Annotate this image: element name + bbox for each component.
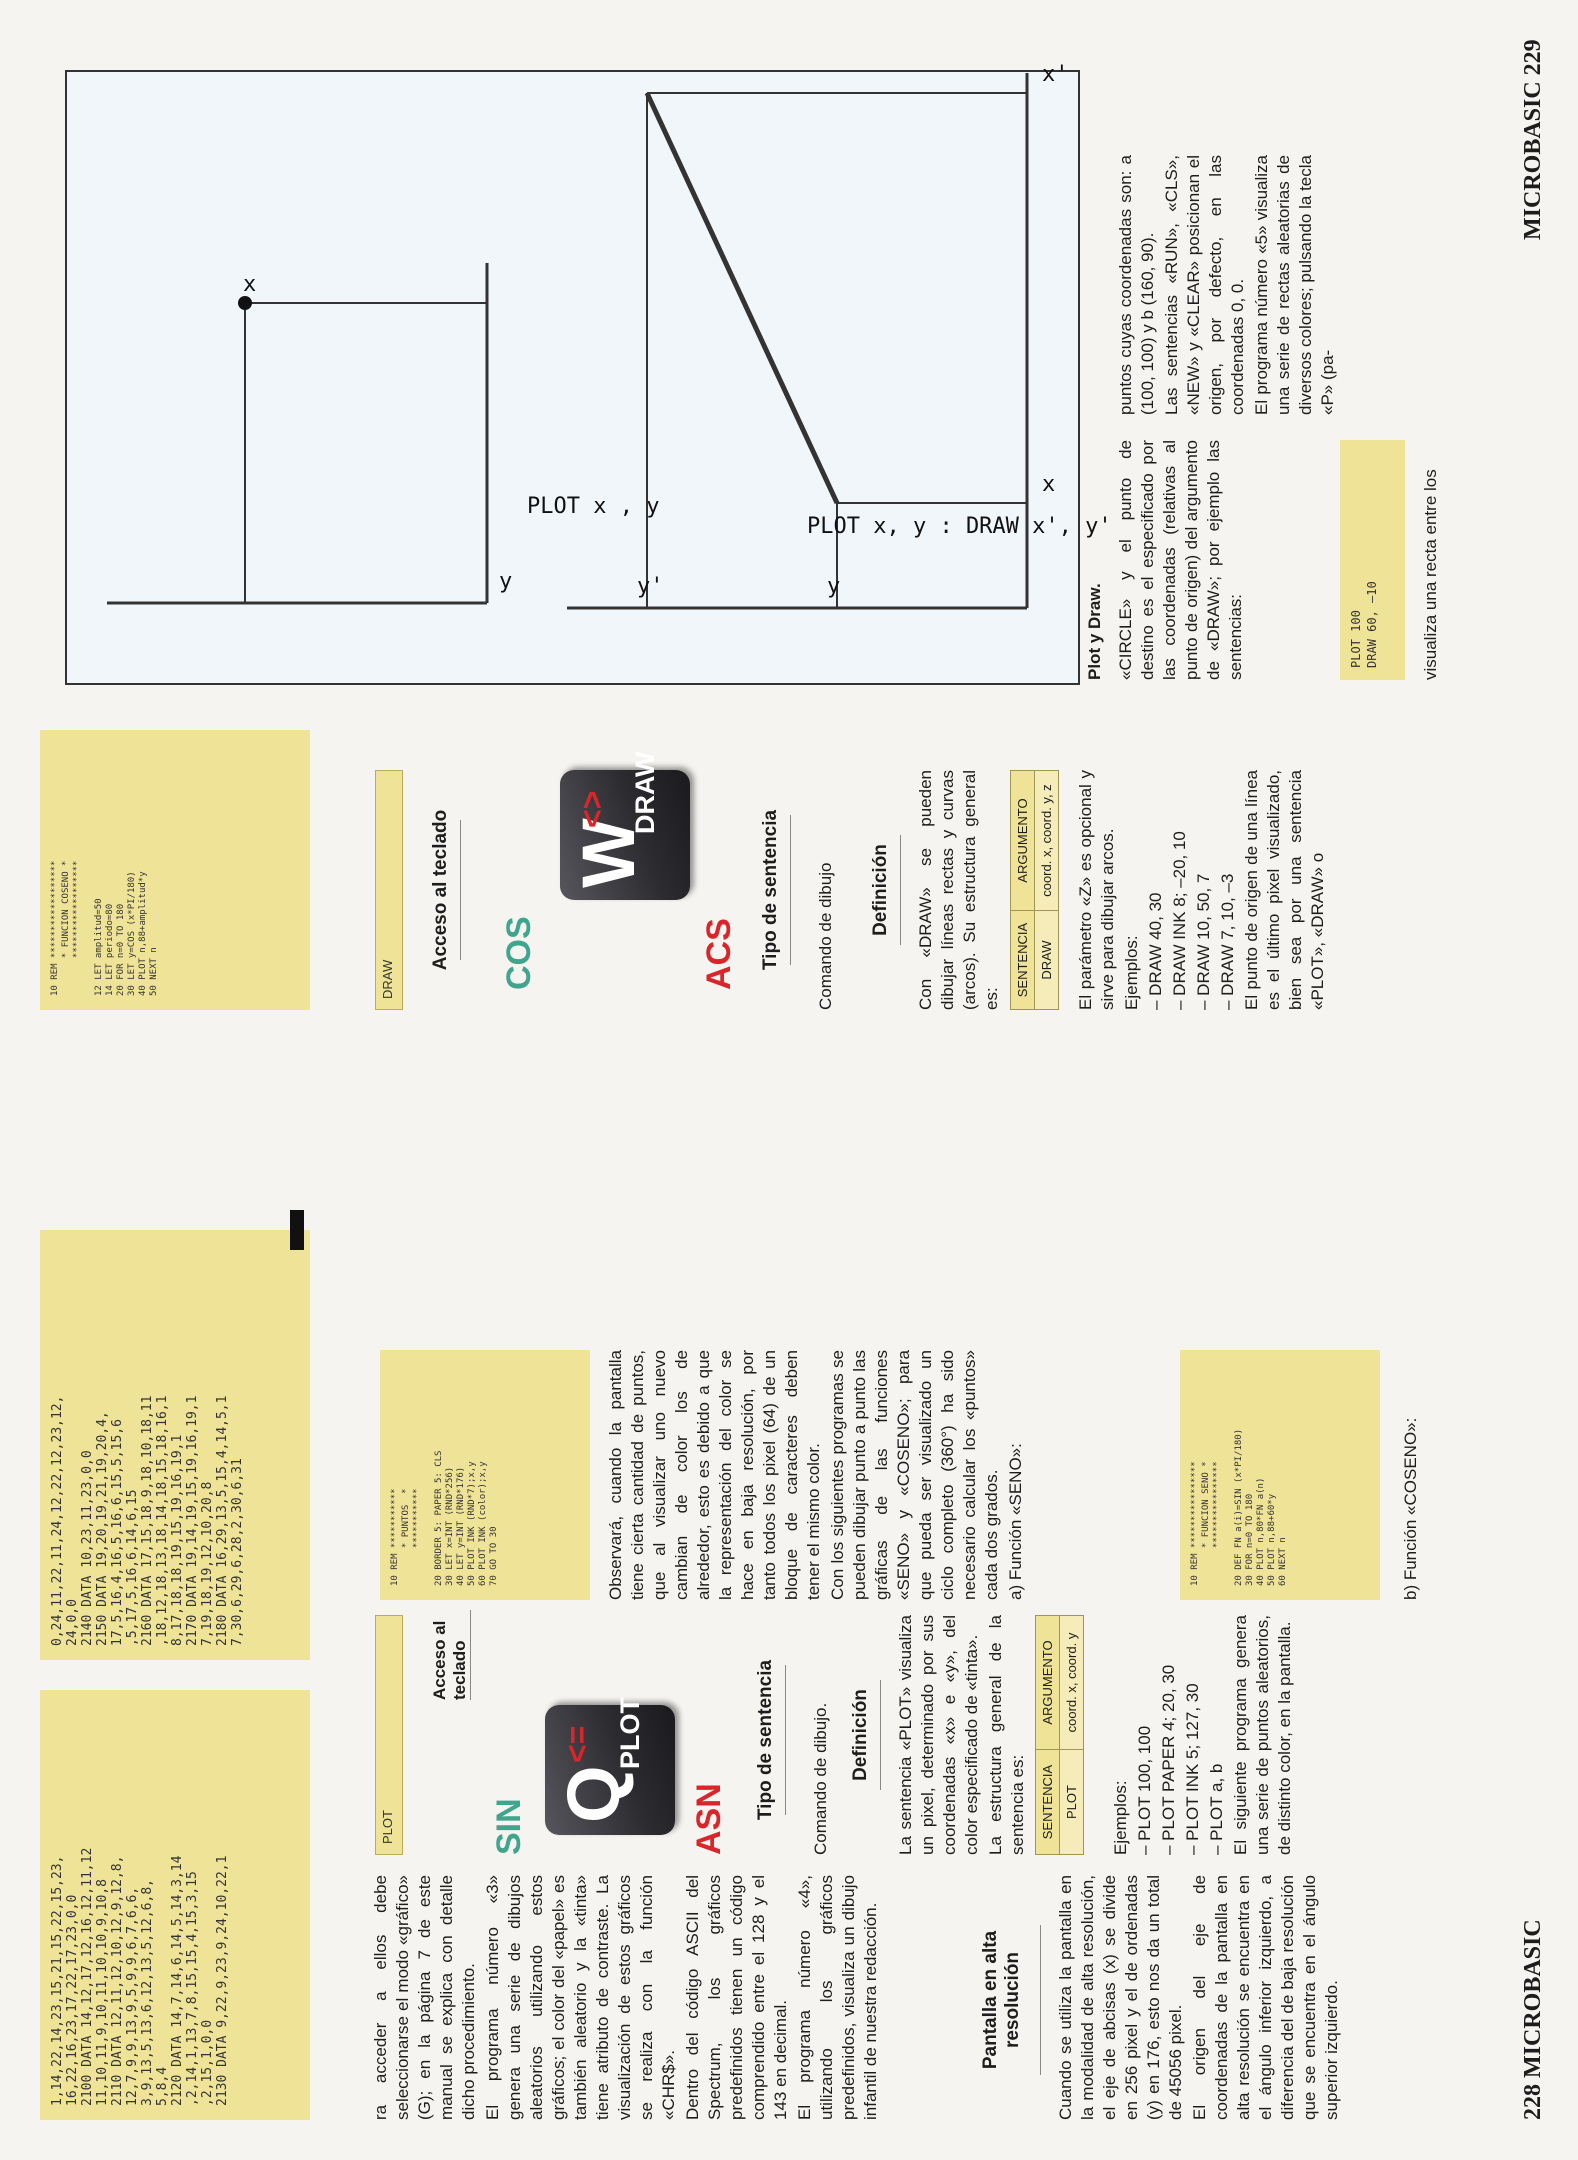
- plot-point: [238, 296, 252, 310]
- key-letter: Q: [552, 1765, 635, 1823]
- paragraph: El punto de origen de una línea es el último pixel visualizado, bien sea por una sentencia «PLOT», «DRAW» o: [1242, 770, 1327, 1010]
- type-heading: Tipo de sentencia: [760, 809, 781, 971]
- table-cell: coord. x, coord. y, z: [1035, 771, 1059, 911]
- type-text: Comando de dibujo: [816, 862, 835, 1010]
- paragraph: El parámetro «Z» es opcional y sirve para dibujar arcos.: [1076, 770, 1117, 1010]
- key-function-sin: SIN: [490, 1798, 528, 1855]
- access-heading: Acceso al teclado: [430, 1620, 469, 1700]
- table-cell: coord. x, coord. y: [1060, 1616, 1084, 1750]
- paragraph: El programa número «3» genera una serie de dibujos aleatorios utilizando estos gráficos; el color del «papel» es también aleatorio y la «tinta» tiene atributo de contraste. La visualización de estos gráficos se realiza con la función «CHR$».: [483, 1875, 678, 2120]
- example-line: – DRAW INK 8; –20, 10: [1170, 831, 1189, 1010]
- right-column-4: [1115, 155, 1341, 415]
- key-arrow: <>: [574, 790, 610, 828]
- table-header: ARGUMENTO: [1036, 1616, 1060, 1750]
- key-function-acs: ACS: [700, 918, 738, 990]
- paragraph: ra acceder a ellos debe seleccionarse el modo «gráfico» (G); en la página 7 de este manual se explica con detalle dicho procedimiento.: [371, 1875, 478, 2120]
- coseno-listing: 10 REM ****************** * FUNCION COSENO * ****************** 12 LET amplitud=50 14 LET periodo=80 20 FOR n=0 TO 180 30 LET y=COS (x*PI/180) 40 PLOT n,88+amplitud*y 50 NEXT n: [40, 730, 310, 1010]
- axis-label-y: y: [827, 574, 841, 599]
- paragraph: «CIRCLE» y el punto de destino es el especificado por las coordenadas (relativas al punto de origen) del argumento de «DRAW»; por ejemplo las sentencias:: [1116, 440, 1245, 680]
- function-label: a) Función «SENO»:: [1006, 1443, 1025, 1600]
- draw-key-icon: [560, 751, 690, 900]
- key-arrow: <=: [559, 1725, 595, 1763]
- draw-syntax-table: [1010, 770, 1059, 1010]
- paragraph: puntos cuyas coordenadas son: a (100, 100) y b (160, 90).: [1116, 155, 1157, 415]
- paragraph: Observará, cuando la pantalla tiene cierta cantidad de puntos, que al visualizar uno nuevo cambian de color los de alrededor, esto es debido a que la representación del color se hace en baja resolución, por tanto todos los pixel (64) de un bloque de caracteres deben tener el mismo color.: [606, 1350, 823, 1600]
- folio-right: MICROBASIC 229: [1520, 39, 1546, 240]
- axis-label-y-prime: y': [637, 574, 664, 599]
- type-text: Comando de dibujo.: [811, 1702, 830, 1855]
- heading-rule: [785, 1665, 786, 1815]
- paragraph: La sentencia «PLOT» visualiza un pixel, determinado por sus coordenadas «x» e «y», del color especificado de «tinta».: [896, 1615, 981, 1855]
- table-cell: DRAW: [1035, 911, 1059, 1010]
- paragraph: Cuando se utiliza la pantalla en la modalidad de alta resolución, el eje de abcisas (x) se divide en 256 pixel y el de ordenadas (y) en 176, esto nos da un total de 45056 pixel.: [1056, 1875, 1185, 2120]
- paragraph: El siguiente programa genera una serie de puntos aleatorios, de distinto color, en la pantalla.: [1231, 1615, 1294, 1855]
- plot-syntax-table: [1035, 1615, 1084, 1855]
- code-listing-1: 1,14,22,14,23,15,21,15,22,15,23, 16,22,16,23,17,22,17,23,0,0 2100 DATA 14,12,17,12,16,12,11,12 11,10,11,9,10,11,10,10,9,10,8 2110 DATA 12,11,12,10,12,9,12,8, 12,7,9,9,13,9,5,9,9,6,7,6,6, 3,9,13,5,13,6,12,13,5,12,6,8, 5,8,4 2120 DATA 14,7,14,6,14,5,14,3,14 ,2,14,1,13,7,8,15,15,4,15,3,15 ,2,15,1,0,0 2130 DATA 9,22,9,23,9,24,10,22,1: [40, 1690, 310, 2120]
- figure-caption: Plot y Draw.: [1085, 583, 1104, 680]
- axis-label-x: x: [243, 272, 257, 297]
- right-column-2: [1075, 770, 1331, 1010]
- paragraph: La estructura general de la sentencia es:: [986, 1615, 1027, 1855]
- draw-caption-label: PLOT x, y : DRAW x', y': [807, 514, 1112, 539]
- table-header: SENTENCIA: [1036, 1750, 1060, 1855]
- folio-left: 228 MICROBASIC: [1520, 1919, 1546, 2120]
- paragraph: El programa número «5» visualiza una serie de rectas aleatorias de diversos colores; pulsando la tecla «P» (pa-: [1252, 155, 1337, 415]
- paragraph: Con los siguientes programas se pueden dibujar punto a punto las gráficas de las funciones «SENO» y «COSENO»; para que pueda ser visualizado un ciclo completo (360°) ha sido necesario calcular los «puntos» cada dos grados.: [828, 1350, 1001, 1600]
- table-header: ARGUMENTO: [1011, 771, 1035, 911]
- examples-label: Ejemplos:: [1111, 1780, 1130, 1855]
- key-function-asn: ASN: [690, 1783, 728, 1855]
- heading-rule: [460, 820, 461, 960]
- definition-text: Con «DRAW» se pueden dibujar líneas rectas y curvas (arcos). Su estructura general es:: [916, 770, 1001, 1010]
- right-column-3: [1115, 440, 1249, 680]
- plot-caption-label: PLOT x , y: [527, 494, 660, 519]
- page-edge-marker: [290, 1210, 304, 1250]
- coseno-label: b) Función «COSENO»:: [1401, 1417, 1420, 1600]
- axis-label-x-prime: x': [1042, 62, 1069, 87]
- definition-heading: Definición: [870, 844, 891, 936]
- right-column-3b: visualiza una recta entre los: [1421, 469, 1440, 680]
- paragraph: Las sentencias «RUN», «CLS», «NEW» y «CLEAR» posicionan el origen, por defecto, en las coordenadas 0, 0.: [1162, 155, 1247, 415]
- examples-label: Ejemplos:: [1122, 935, 1141, 1010]
- left-column-1: [370, 1875, 884, 2120]
- table-header: SENTENCIA: [1011, 911, 1035, 1010]
- paragraph: Dentro del código ASCII del Spectrum, los gráficos predefinidos tienen un código comprendido entre el 128 y el 143 en decimal.: [683, 1875, 790, 2120]
- key-function-cos: COS: [500, 916, 538, 990]
- heading-rule: [880, 1680, 881, 1790]
- type-heading: Tipo de sentencia: [755, 1659, 776, 1821]
- draw-line: [647, 93, 837, 503]
- draw-example-box: PLOT 100 DRAW 60, –10: [1340, 440, 1405, 680]
- heading-rule: [900, 835, 901, 945]
- definition-text: [895, 1615, 1031, 1855]
- axis-label-y: y: [499, 569, 513, 594]
- heading-rule: [470, 1610, 471, 1700]
- key-word: DRAW: [630, 751, 660, 834]
- example-line: – DRAW 40, 30: [1146, 892, 1165, 1010]
- table-cell: PLOT: [1060, 1750, 1084, 1855]
- code-listing-2: 0,24,11,22,11,24,12,22,12,23,12, 24,0,0 2140 DATA 10,23,11,23,0,0 2150 DATA 19,20,19,21,19,20,4, 17,5,16,4,16,5,16,6,15,5,15,6 ,5,17,5,16,6,14,6,15 2160 DATA 17,15,18,9,18,10,18,11 ,18,12,18,13,18,14,18,15,18,16,1 8,17,18,18,19,15,19,16,19,1 2170 DATA 19,14,19,15,19,16,19,1 7,19,18,19,12,10,20,8 2180 DATA 16,29,13,5,15,4,14,5,1 7,30,6,29,6,28,2,30,6,31: [40, 1230, 310, 1660]
- example-line: – PLOT INK 5; 127, 30: [1183, 1683, 1202, 1855]
- draw-tab: DRAW: [375, 770, 403, 1010]
- puntos-listing: 10 REM *********** * PUNTOS * *********** 20 BORDER 5: PAPER 5: CLS 30 LET x=INT (RND*256) 40 LET y=INT (RND*176) 50 PLOT INK (RND*7);x,y 60 PLOT INK (color);x,y 70 GO TO 30: [380, 1350, 590, 1600]
- example-line: – PLOT 100, 100: [1135, 1725, 1154, 1855]
- plot-tab: PLOT: [375, 1615, 403, 1855]
- example-line: – PLOT PAPER 4; 20, 30: [1159, 1664, 1178, 1855]
- left-column-1b: [1055, 1875, 1345, 2120]
- example-line: – DRAW 7, 10, –3: [1218, 873, 1237, 1010]
- heading-rule: [1040, 1925, 1041, 2075]
- key-letter: W: [567, 818, 650, 888]
- access-heading: Acceso al teclado: [430, 809, 451, 971]
- paragraph: El programa número «4», utilizando los gráficos predefinidos, visualiza un dibujo infantil de nuestra redacción.: [795, 1875, 880, 2120]
- plot-key-icon: [545, 1697, 675, 1835]
- paragraph: El origen del eje de coordenadas de la pantalla en alta resolución se encuentra en el ángulo inferior izquierdo, a diferencia del de baja resolución que se encuentra en el ángulo superior izquierdo.: [1190, 1875, 1341, 2120]
- seno-listing: 10 REM **************** * FUNCION SENO * **************** 20 DEF FN a(i)=SIN (x*PI/180) 30 FOR n=0 TO 180 40 PLOT n,80*FN a(n) 50 PLOT n,88+60*y 60 NEXT n: [1180, 1350, 1380, 1600]
- plot-examples: [1110, 1615, 1298, 1855]
- example-line: – DRAW 10, 50, 7: [1194, 873, 1213, 1010]
- heading-rule: [790, 815, 791, 965]
- section-heading-high-res: Pantalla en alta resolución: [980, 1930, 1023, 2070]
- definition-heading: Definición: [850, 1689, 871, 1781]
- left-column-3: [605, 1350, 1029, 1600]
- key-word: PLOT: [615, 1697, 645, 1769]
- example-line: – PLOT a, b: [1207, 1763, 1226, 1855]
- axis-label-x: x: [1042, 472, 1056, 497]
